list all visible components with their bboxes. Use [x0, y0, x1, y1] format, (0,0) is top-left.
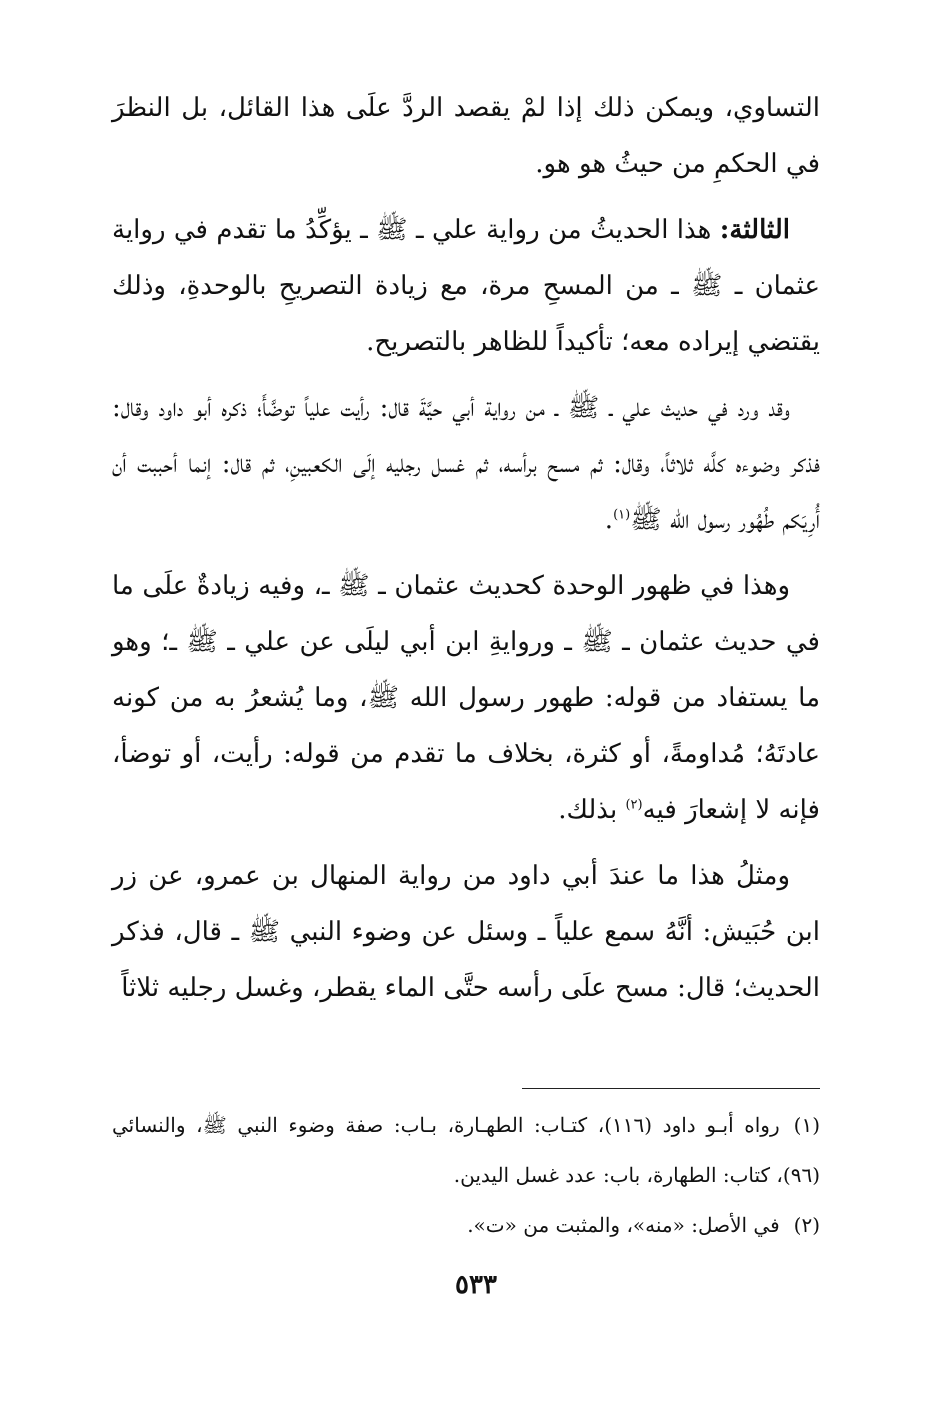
footnote-ref-2[interactable]: (٢) [625, 797, 643, 813]
footnote-1 [112, 1100, 820, 1200]
paragraph-5: ومثلُ هذا ما عندَ أبي داود من رواية المنهال بن عمرو، عن زر ابن حُبَيش: أنَّهُ سمع علياً ـ وسئل عن وضوء النبي ﷺ ـ قال، فذكر الحديث؛ قال: مسح علَى رأسه حتَّى الماء يقطر، وغسل رجليه ثلاثاً [112, 861, 820, 1003]
main-text [112, 80, 820, 1026]
page-number: ٥٣٣ [455, 1270, 497, 1300]
footnote-1-number: (١) [793, 1113, 820, 1137]
paragraph-2 [112, 202, 820, 370]
footnotes [112, 1100, 820, 1250]
paragraph-2-lead: الثالثة: [719, 215, 790, 245]
paragraph-3 [112, 380, 820, 548]
footnote-2 [112, 1200, 820, 1250]
paragraph-3-end: . [604, 505, 614, 535]
paragraph-4-text: وهذا في ظهور الوحدة كحديث عثمان ـ ﷺ ـ، وفيه زيادةٌ علَى ما في حديث عثمان ـ ﷺ ـ وروايةِ ابن أبي ليلَى عن علي ـ ﷺ ـ؛ وهو ما يستفاد من قوله: طهور رسول الله ﷺ، وما يُشعرُ به من كونه عادتَهُ؛ مُداومةً، أو كثرة، بخلاف ما تقدم من قوله: رأيت، أو توضأ، فإنه لا إشعارَ فيه [112, 571, 820, 825]
footnote-2-text: في الأصل: «منه»، والمثبت من «ت». [467, 1213, 780, 1237]
paragraph-2-text: هذا الحديثُ من رواية علي ـ ﷺ ـ يؤكِّدُ ما تقدم في رواية عثمان ـ ﷺ ـ من المسحِ مرة، مع زيادة التصريحِ بالوحدةِ، وذلك يقتضي إيراده معه؛ تأكيداً للظاهر بالتصريح. [112, 215, 820, 357]
paragraph-4-end: بذلك. [558, 795, 626, 825]
paragraph-3-text: وقد ورد في حديث علي ـ ﷺ ـ من رواية أبي حيَّةَ قال: رأيت علياً توضَّأَ؛ ذكره أبو داود وقال: فذكر وضوءه كلَّه ثلاثاً، وقال: ثم مسح برأسه، ثم غسل رجليه إلَى الكعبينِ، ثم قال: إنما أحببت أن أُرِيَكم طُهُور رسول الله ﷺ [112, 393, 820, 535]
paragraph-1: التساوي، ويمكن ذلك إذا لمْ يقصد الردَّ علَى هذا القائل، بل النظرَ في الحكمِ من حيثُ هو هو. [112, 93, 820, 179]
footnote-ref-1[interactable]: (١) [613, 507, 631, 523]
footnote-2-number: (٢) [793, 1213, 820, 1237]
paragraph-4 [112, 558, 820, 838]
footnote-divider [522, 1088, 820, 1089]
footnote-1-text: رواه أبـو داود (١١٦)، كتـاب: الطهـارة، بـاب: صفة وضوء النبي ﷺ، والنسائي (٩٦)، كتاب: الطهارة، باب: عدد غسل اليدين. [112, 1113, 820, 1187]
